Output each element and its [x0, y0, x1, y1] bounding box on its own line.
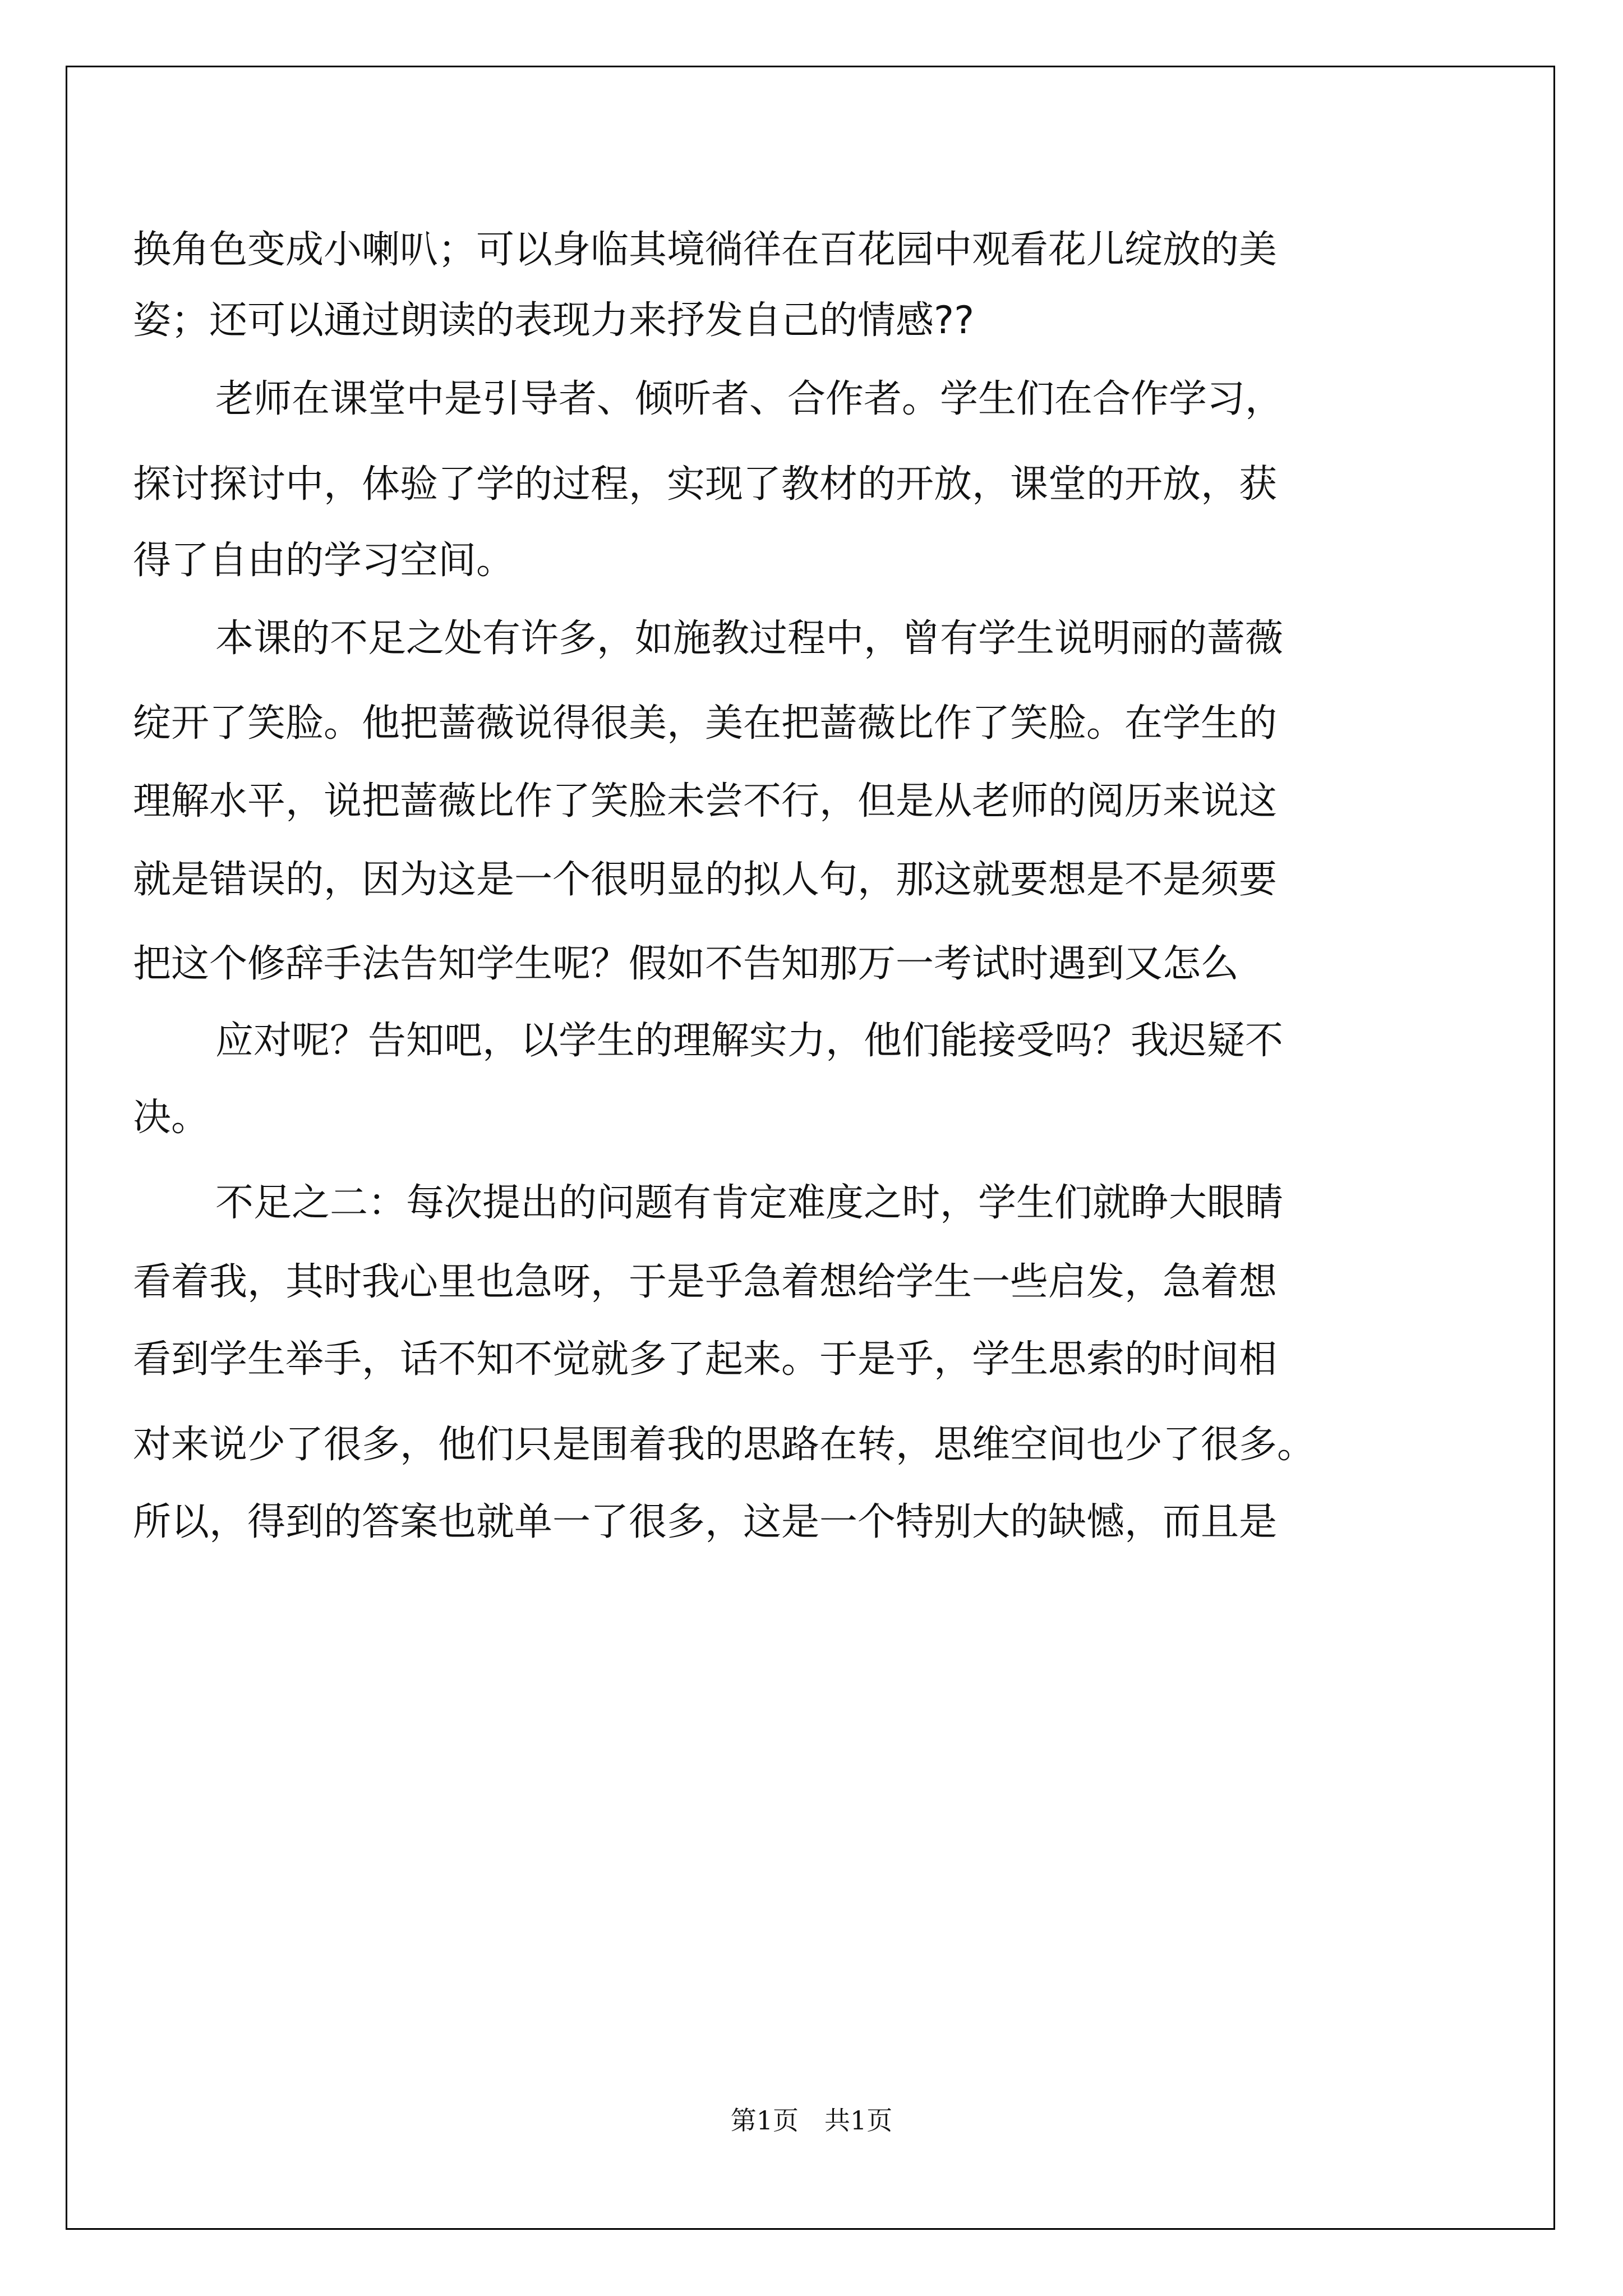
text-line: 所以，得到的答案也就单一了很多，这是一个特别大的缺憾，而且是 — [133, 1500, 1278, 1544]
text-line: 探讨探讨中，体验了学的过程，实现了教材的开放，课堂的开放，获 — [133, 462, 1278, 507]
page-number: 第1页 共1页 — [730, 2105, 893, 2136]
text-line: 应对呢？告知吧，以学生的理解实力，他们能接受吗？我迟疑不 — [215, 1019, 1284, 1063]
text-line: 本课的不足之处有许多，如施教过程中，曾有学生说明丽的蔷薇 — [215, 616, 1284, 661]
text-line: 看着我，其时我心里也急呀，于是乎急着想给学生一些启发，急着想 — [133, 1260, 1278, 1304]
text-line: 看到学生举手，话不知不觉就多了起来。于是乎，学生思索的时间相 — [133, 1337, 1278, 1382]
text-line: 理解水平，说把蔷薇比作了笑脸未尝不行，但是从老师的阅历来说这 — [133, 779, 1278, 823]
text-line: 决。 — [133, 1096, 210, 1140]
text-line: 老师在课堂中是引导者、倾听者、合作者。学生们在合作学习， — [215, 377, 1284, 421]
text-line: 把这个修辞手法告知学生呢？假如不告知那万一考试时遇到又怎么 — [133, 942, 1239, 986]
text-line: 就是错误的，因为这是一个很明显的拟人句，那这就要想是不是须要 — [133, 858, 1278, 902]
text-line: 换角色变成小喇叭；可以身临其境徜徉在百花园中观看花儿绽放的美 — [133, 228, 1278, 272]
text-line: 对来说少了很多，他们只是围着我的思路在转，思维空间也少了很多。 — [133, 1423, 1316, 1467]
text-line: 得了自由的学习空间。 — [133, 539, 515, 583]
text-line: 不足之二：每次提出的问题有肯定难度之时，学生们就睁大眼睛 — [215, 1181, 1284, 1225]
text-line: 绽开了笑脸。他把蔷薇说得很美，美在把蔷薇比作了笑脸。在学生的 — [133, 701, 1278, 746]
text-line: 姿；还可以通过朗读的表现力来抒发自己的情感?? — [133, 298, 975, 343]
